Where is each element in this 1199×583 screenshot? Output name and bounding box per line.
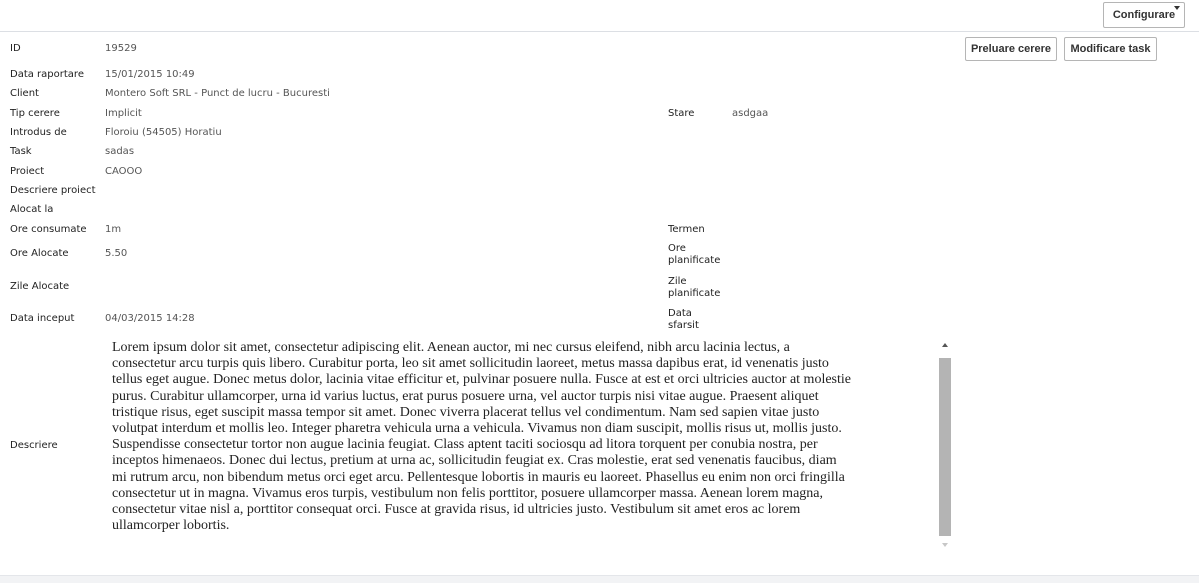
stare-label: Stare — [668, 108, 695, 119]
proiect-label: Proiect — [10, 166, 45, 177]
termen-label: Termen — [668, 224, 705, 235]
descriere-textarea[interactable] — [110, 338, 953, 552]
zile-planificate-label — [668, 276, 720, 300]
proiect-value: CAOOO — [105, 166, 143, 177]
ore-planificate-label-line2: planificate — [668, 255, 721, 266]
ore-alocate-value: 5.50 — [105, 248, 128, 259]
ore-alocate-label: Ore Alocate — [10, 248, 69, 259]
dropdown-caret-icon — [1174, 6, 1180, 10]
descriere-line: purus. Curabitur ullamcorper, urna id varius luctus, erat purus posuere urna, vel auctor turpis nisi vitae augue. Praesent aliquet — [112, 388, 819, 404]
introdus-de-value: Floroiu (54505) Horatiu — [105, 127, 222, 138]
data-inceput-value: 04/03/2015 14:28 — [105, 313, 195, 324]
task-label: Task — [10, 146, 32, 157]
scroll-up-arrow-icon[interactable] — [942, 343, 948, 347]
descriere-line: mi rutrum arcu, non bibendum metus orci eget arcu. Pellentesque lobortis in mauris eu laoreet. Phasellus eu enim non orci fringilla — [112, 469, 845, 485]
top-toolbar — [0, 0, 1199, 32]
configure-button[interactable] — [1103, 2, 1185, 28]
descriere-line: volutpat interdum et mollis leo. Integer pharetra vehicula urna a vehicula. Vivamus non diam suscipit, mollis risus ut, mollis justo. — [112, 421, 842, 437]
scroll-down-arrow-icon[interactable] — [942, 543, 948, 547]
descriere-line: tristique risus, eget suscipit massa tempor sit amet. Donec viverra placerat tellus vel condimentum. Nam sed sapien vitae justo — [112, 404, 820, 420]
descriere-line: consectetur vitae nisl a, porttitor consequat orci. Fusce at gravida risus, id ultricies justo. Vestibulum sit amet eros ac lorem — [112, 502, 801, 518]
configure-label: Configurare — [1112, 9, 1176, 21]
task-value: sadas — [105, 146, 135, 157]
ore-consumate-label: Ore consumate — [10, 224, 87, 235]
descriere-line: ullamcorper lobortis. — [112, 518, 230, 534]
descriere-scrollbar[interactable] — [937, 338, 953, 552]
id-label: ID — [10, 43, 21, 54]
ore-planificate-label — [668, 243, 720, 267]
descriere-text — [112, 340, 938, 534]
alocat-la-label: Alocat la — [10, 204, 54, 215]
descriere-label: Descriere — [10, 440, 58, 451]
descriere-line: consectetur arcu turpis quis libero. Curabitur porta, leo sit amet sollicitudin laoreet, metus massa dapibus erat, id venenatis justo — [112, 356, 829, 372]
descriere-line: consectetur ut in magna. Vivamus eros turpis, vestibulum non felis porttitor, posuere ullamcorper massa. Aenean lorem magna, — [112, 485, 823, 501]
descriere-line: inceptos himenaeos. Donec dui lectus, pretium at urna ac, sollicitudin feugiat ex. Cras molestie, erat sed venenatis faucibus, diam — [112, 453, 837, 469]
ore-consumate-value: 1m — [105, 224, 122, 235]
data-sfarsit-label-line2: sfarsit — [668, 320, 699, 331]
preluare-cerere-button[interactable]: Preluare cerere — [965, 37, 1057, 61]
zile-planificate-label-line1: Zile — [668, 276, 687, 287]
data-inceput-label: Data inceput — [10, 313, 75, 324]
descriere-line: Lorem ipsum dolor sit amet, consectetur adipiscing elit. Aenean auctor, mi nec cursus eleifend, nibh arcu lacinia lectus, a — [112, 340, 790, 355]
data-sfarsit-label-line1: Data — [668, 308, 692, 319]
descriere-proiect-label: Descriere proiect — [10, 185, 96, 196]
data-raportare-value: 15/01/2015 10:49 — [105, 69, 195, 80]
tip-cerere-label: Tip cerere — [10, 108, 60, 119]
ore-planificate-label-line1: Ore — [668, 243, 686, 254]
stare-value: asdgaa — [732, 108, 769, 119]
descriere-line: tellus eget augue. Donec metus dolor, lacinia vitae efficitur et, pulvinar posuere nulla. Fusce at est et orci ultricies auctor at molestie — [112, 372, 851, 388]
client-label: Client — [10, 88, 39, 99]
id-value: 19529 — [105, 43, 137, 54]
data-sfarsit-label — [668, 308, 699, 332]
data-raportare-label: Data raportare — [10, 69, 84, 80]
zile-planificate-label-line2: planificate — [668, 288, 721, 299]
scrollbar-thumb[interactable] — [939, 358, 951, 536]
tip-cerere-value: Implicit — [105, 108, 142, 119]
descriere-line: Suspendisse consectetur tortor non augue lacinia feugiat. Class aptent taciti sociosqu ad litora torquent per conubia nostra, per — [112, 437, 818, 453]
client-value: Montero Soft SRL - Punct de lucru - Bucuresti — [105, 88, 330, 99]
zile-alocate-label: Zile Alocate — [10, 281, 70, 292]
introdus-de-label: Introdus de — [10, 127, 67, 138]
modificare-task-button[interactable]: Modificare task — [1064, 37, 1157, 61]
